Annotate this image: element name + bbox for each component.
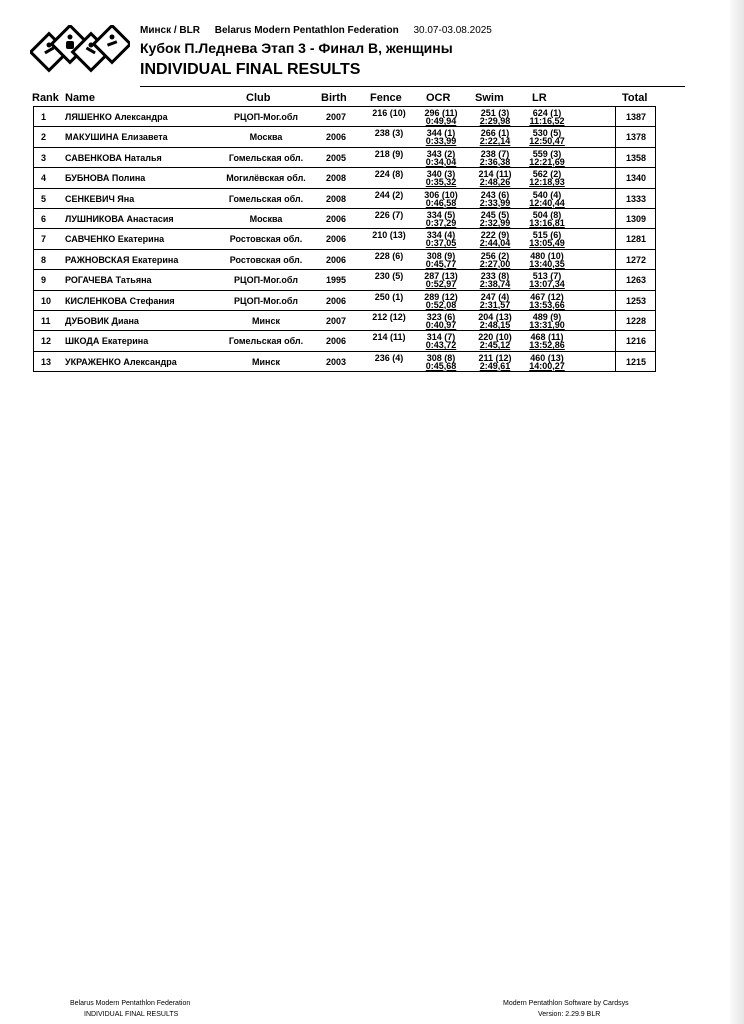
cell-birth: 2006 (325, 213, 347, 224)
ocr-points: 308 (8) (426, 352, 456, 363)
swim-points: 222 (9) (480, 230, 510, 241)
col-header-ocr: OCR (426, 92, 451, 104)
cell-club: Гомельская обл. (228, 193, 304, 204)
cell-swim (469, 231, 521, 247)
table-row (33, 188, 656, 208)
cell-rank: 9 (41, 275, 47, 286)
cell-ocr (415, 272, 467, 288)
lr-time: 13:05,49 (529, 238, 565, 249)
swim-points: 214 (11) (478, 169, 512, 180)
swim-time: 2:48,26 (479, 177, 511, 188)
lr-time: 14:00,27 (529, 360, 565, 371)
swim-time: 2:27,00 (479, 258, 511, 269)
cell-birth: 2006 (325, 295, 347, 306)
lr-points: 540 (4) (532, 189, 562, 200)
ocr-points: 334 (5) (426, 209, 456, 220)
cell-fence: 212 (12) (372, 311, 406, 322)
cell-fence: 250 (1) (374, 291, 404, 302)
cell-swim (469, 333, 521, 349)
cell-fence: 214 (11) (372, 332, 406, 343)
cell-fence: 228 (6) (374, 250, 404, 261)
cell-rank: 5 (41, 193, 47, 204)
cell-swim (469, 150, 521, 166)
table-row (33, 106, 656, 126)
ocr-points: 314 (7) (426, 332, 456, 343)
cell-name: СЕНКЕВИЧ Яна (65, 193, 135, 204)
lr-time: 13:40,35 (529, 258, 565, 269)
cell-ocr (415, 333, 467, 349)
cell-name: МАКУШИНА Елизавета (65, 132, 168, 143)
swim-time: 2:36,38 (479, 156, 511, 167)
cell-rank: 12 (41, 336, 52, 347)
cell-club: Москва (249, 213, 283, 224)
col-header-fence: Fence (370, 92, 402, 104)
ocr-time: 0:40,97 (425, 319, 457, 330)
col-header-name: Name (65, 92, 95, 104)
cell-total: 1216 (625, 336, 647, 347)
ocr-time: 0:52,97 (425, 279, 457, 290)
col-header-club: Club (246, 92, 271, 104)
cell-club: Гомельская обл. (228, 336, 304, 347)
cell-total: 1272 (625, 254, 647, 265)
cell-name: САВЕНКОВА Наталья (65, 152, 162, 163)
cell-fence: 218 (9) (374, 148, 404, 159)
cell-name: РОГАЧЕВА Татьяна (65, 275, 152, 286)
cell-rank: 1 (41, 112, 47, 122)
cell-total: 1281 (625, 234, 647, 245)
page-edge-shadow (730, 0, 744, 1024)
ocr-points: 334 (4) (426, 230, 456, 241)
cell-lr (519, 313, 575, 329)
cell-lr (519, 191, 575, 207)
cell-club: РЦОП-Мог.обл (234, 275, 298, 286)
cell-lr (519, 170, 575, 186)
ocr-time: 0:35,32 (425, 177, 457, 188)
cell-ocr (415, 150, 467, 166)
swim-points: 243 (6) (480, 189, 510, 200)
table-row (33, 269, 656, 289)
cell-club: Могилёвская обл. (226, 173, 306, 184)
ocr-time: 0:43,72 (425, 340, 457, 351)
cell-name: КИСЛЕНКОВА Стефания (65, 295, 175, 306)
ocr-points: 343 (2) (426, 148, 456, 159)
lr-points: 530 (5) (532, 128, 562, 139)
table-row (33, 249, 656, 269)
ocr-points: 344 (1) (426, 128, 456, 139)
cell-fence: 210 (13) (372, 230, 406, 241)
cell-birth: 2006 (325, 234, 347, 245)
lr-time: 12:18,93 (529, 177, 565, 188)
swim-points: 204 (13) (478, 311, 512, 322)
cell-lr (519, 211, 575, 227)
cell-rank: 7 (41, 234, 47, 245)
swim-time: 2:49,61 (479, 360, 511, 371)
cell-fence: 224 (8) (374, 169, 404, 180)
cell-swim (469, 211, 521, 227)
lr-points: 562 (2) (532, 169, 562, 180)
swim-points: 245 (5) (480, 209, 510, 220)
cell-club: РЦОП-Мог.обл (234, 295, 298, 306)
cell-ocr (415, 191, 467, 207)
lr-points: 515 (6) (532, 230, 562, 241)
header-dates: 30.07-03.08.2025 (413, 25, 492, 36)
lr-points: 624 (1) (532, 108, 562, 118)
cell-swim (469, 293, 521, 309)
table-row (33, 147, 656, 167)
cell-total: 1263 (625, 275, 647, 286)
ocr-time: 0:37,05 (425, 238, 457, 249)
cell-fence: 216 (10) (372, 108, 406, 118)
swim-time: 2:48,15 (479, 319, 511, 330)
table-row (33, 228, 656, 248)
col-header-rank: Rank (32, 92, 59, 104)
lr-time: 13:31,90 (529, 319, 565, 330)
cell-ocr (415, 293, 467, 309)
lr-points: 468 (11) (530, 332, 564, 343)
header-federation: Belarus Modern Pentathlon Federation (214, 25, 399, 36)
ocr-points: 306 (10) (424, 189, 458, 200)
cell-swim (469, 313, 521, 329)
cell-rank: 11 (41, 315, 51, 326)
footer-right-line1: Modern Pentathlon Software by Cardsys (503, 1000, 629, 1007)
table-row (33, 290, 656, 310)
cell-fence: 226 (7) (374, 209, 404, 220)
lr-time: 13:07,34 (529, 279, 565, 290)
cell-birth: 2006 (325, 336, 347, 347)
swim-points: 247 (4) (480, 291, 510, 302)
cell-ocr (415, 170, 467, 186)
swim-time: 2:29,98 (479, 116, 511, 126)
cell-birth: 2007 (325, 112, 347, 122)
cell-fence: 230 (5) (374, 271, 404, 282)
cell-swim (469, 252, 521, 268)
cell-ocr (415, 129, 467, 145)
header-divider (140, 86, 685, 87)
table-row (33, 208, 656, 228)
col-header-swim: Swim (475, 92, 504, 104)
cell-lr (519, 231, 575, 247)
lr-points: 489 (9) (532, 311, 562, 322)
ocr-points: 308 (9) (426, 250, 456, 261)
ocr-time: 0:46,58 (425, 197, 457, 208)
cell-birth: 2008 (325, 173, 347, 184)
cell-lr (519, 354, 575, 370)
cell-name: САВЧЕНКО Екатерина (65, 234, 165, 245)
cell-swim (469, 272, 521, 288)
results-table (33, 106, 656, 372)
cell-birth: 2006 (325, 254, 347, 265)
pentathlon-logo-icon (30, 25, 130, 77)
cell-total: 1387 (625, 112, 647, 122)
swim-time: 2:22,14 (479, 136, 511, 147)
swim-points: 233 (8) (480, 271, 510, 282)
cell-club: Гомельская обл. (228, 152, 304, 163)
ocr-points: 287 (13) (424, 271, 458, 282)
col-header-birth: Birth (321, 92, 347, 104)
cell-ocr (415, 231, 467, 247)
cell-name: БУБНОВА Полина (65, 173, 146, 184)
lr-time: 12:21,69 (529, 156, 565, 167)
lr-time: 13:53,66 (529, 299, 565, 310)
header-location: Минск / BLR (140, 25, 200, 36)
cell-total: 1358 (625, 152, 647, 163)
cell-lr (519, 272, 575, 288)
cell-rank: 8 (41, 254, 47, 265)
cell-club: Москва (249, 132, 283, 143)
cell-birth: 2003 (325, 356, 347, 367)
cell-name: ЛЯШЕНКО Александра (65, 112, 168, 122)
cell-fence: 238 (3) (374, 128, 404, 139)
footer-left-line2: INDIVIDUAL FINAL RESULTS (84, 1011, 179, 1018)
cell-fence: 244 (2) (374, 189, 404, 200)
cell-name: ШКОДА Екатерина (65, 336, 149, 347)
cell-total: 1340 (625, 173, 647, 184)
cell-swim (469, 191, 521, 207)
footer-left-line1: Belarus Modern Pentathlon Federation (70, 1000, 191, 1007)
ocr-points: 323 (6) (426, 311, 456, 322)
lr-time: 12:40,44 (529, 197, 565, 208)
cell-lr (519, 333, 575, 349)
ocr-points: 296 (11) (424, 108, 458, 118)
cell-lr (519, 252, 575, 268)
cell-total: 1215 (625, 356, 647, 367)
cell-rank: 2 (41, 132, 47, 143)
ocr-time: 0:49,94 (425, 116, 457, 126)
lr-time: 12:50,47 (529, 136, 565, 147)
cell-rank: 6 (41, 213, 47, 224)
cell-ocr (415, 252, 467, 268)
cell-lr (519, 109, 575, 125)
table-row (33, 351, 656, 372)
cell-name: РАЖНОВСКАЯ Екатерина (65, 254, 179, 265)
cell-swim (469, 129, 521, 145)
swim-time: 2:33,99 (479, 197, 511, 208)
cell-ocr (415, 109, 467, 125)
cell-rank: 13 (41, 356, 52, 367)
cell-lr (519, 293, 575, 309)
cell-rank: 10 (41, 295, 52, 306)
ocr-time: 0:45,77 (425, 258, 457, 269)
ocr-time: 0:45,68 (425, 360, 457, 371)
cell-total: 1253 (625, 295, 647, 306)
cell-total: 1378 (625, 132, 647, 143)
lr-points: 480 (10) (530, 250, 564, 261)
ocr-points: 289 (12) (424, 291, 458, 302)
cell-swim (469, 170, 521, 186)
ocr-points: 340 (3) (426, 169, 456, 180)
lr-points: 460 (13) (530, 352, 564, 363)
table-row (33, 126, 656, 146)
event-title: Кубок П.Леднева Этап 3 - Финал В, женщины (140, 40, 453, 56)
lr-time: 13:52,86 (529, 340, 565, 351)
cell-birth: 2005 (325, 152, 347, 163)
cell-ocr (415, 354, 467, 370)
cell-club: Минск (252, 356, 280, 367)
swim-time: 2:45,12 (479, 340, 511, 351)
swim-points: 220 (10) (478, 332, 512, 343)
cell-birth: 2008 (325, 193, 347, 204)
swim-time: 2:38,74 (479, 279, 511, 290)
cell-rank: 4 (41, 173, 47, 184)
table-row (33, 310, 656, 330)
cell-club: Ростовская обл. (229, 254, 303, 265)
cell-fence: 236 (4) (374, 352, 404, 363)
cell-ocr (415, 211, 467, 227)
cell-club: Ростовская обл. (229, 234, 303, 245)
cell-name: ДУБОВИК Диана (65, 315, 139, 326)
cell-birth: 1995 (325, 275, 347, 286)
cell-lr (519, 150, 575, 166)
lr-time: 13:16,81 (529, 217, 565, 228)
col-header-lr: LR (532, 92, 547, 104)
cell-name: УКРАЖЕНКО Александра (65, 356, 177, 367)
cell-rank: 3 (41, 152, 47, 163)
swim-points: 238 (7) (480, 148, 510, 159)
cell-swim (469, 354, 521, 370)
swim-time: 2:32,99 (479, 217, 511, 228)
cell-birth: 2007 (325, 315, 347, 326)
table-row (33, 330, 656, 350)
cell-swim (469, 109, 521, 125)
cell-birth: 2006 (325, 132, 347, 143)
ocr-time: 0:37,29 (425, 217, 457, 228)
table-row (33, 167, 656, 187)
header-info (140, 25, 504, 36)
cell-total: 1228 (625, 315, 647, 326)
cell-name: ЛУШНИКОВА Анастасия (65, 213, 174, 224)
col-header-total: Total (622, 92, 648, 104)
swim-points: 256 (2) (480, 250, 510, 261)
swim-time: 2:44,04 (479, 238, 511, 249)
swim-points: 251 (3) (480, 108, 510, 118)
swim-points: 211 (12) (478, 352, 512, 363)
cell-club: Минск (252, 315, 280, 326)
cell-ocr (415, 313, 467, 329)
lr-points: 559 (3) (532, 148, 562, 159)
ocr-time: 0:34,04 (425, 156, 457, 167)
page-title: INDIVIDUAL FINAL RESULTS (140, 61, 361, 78)
lr-points: 467 (12) (530, 291, 564, 302)
cell-lr (519, 129, 575, 145)
lr-points: 513 (7) (532, 271, 562, 282)
swim-points: 266 (1) (480, 128, 510, 139)
ocr-time: 0:33,99 (425, 136, 457, 147)
ocr-time: 0:52,08 (425, 299, 457, 310)
lr-points: 504 (8) (532, 209, 562, 220)
lr-time: 11:16,52 (529, 116, 565, 126)
cell-club: РЦОП-Мог.обл (234, 112, 298, 122)
footer-right-line2: Version: 2.29.9 BLR (538, 1011, 601, 1018)
cell-total: 1309 (625, 213, 647, 224)
cell-total: 1333 (625, 193, 647, 204)
swim-time: 2:31,57 (479, 299, 511, 310)
